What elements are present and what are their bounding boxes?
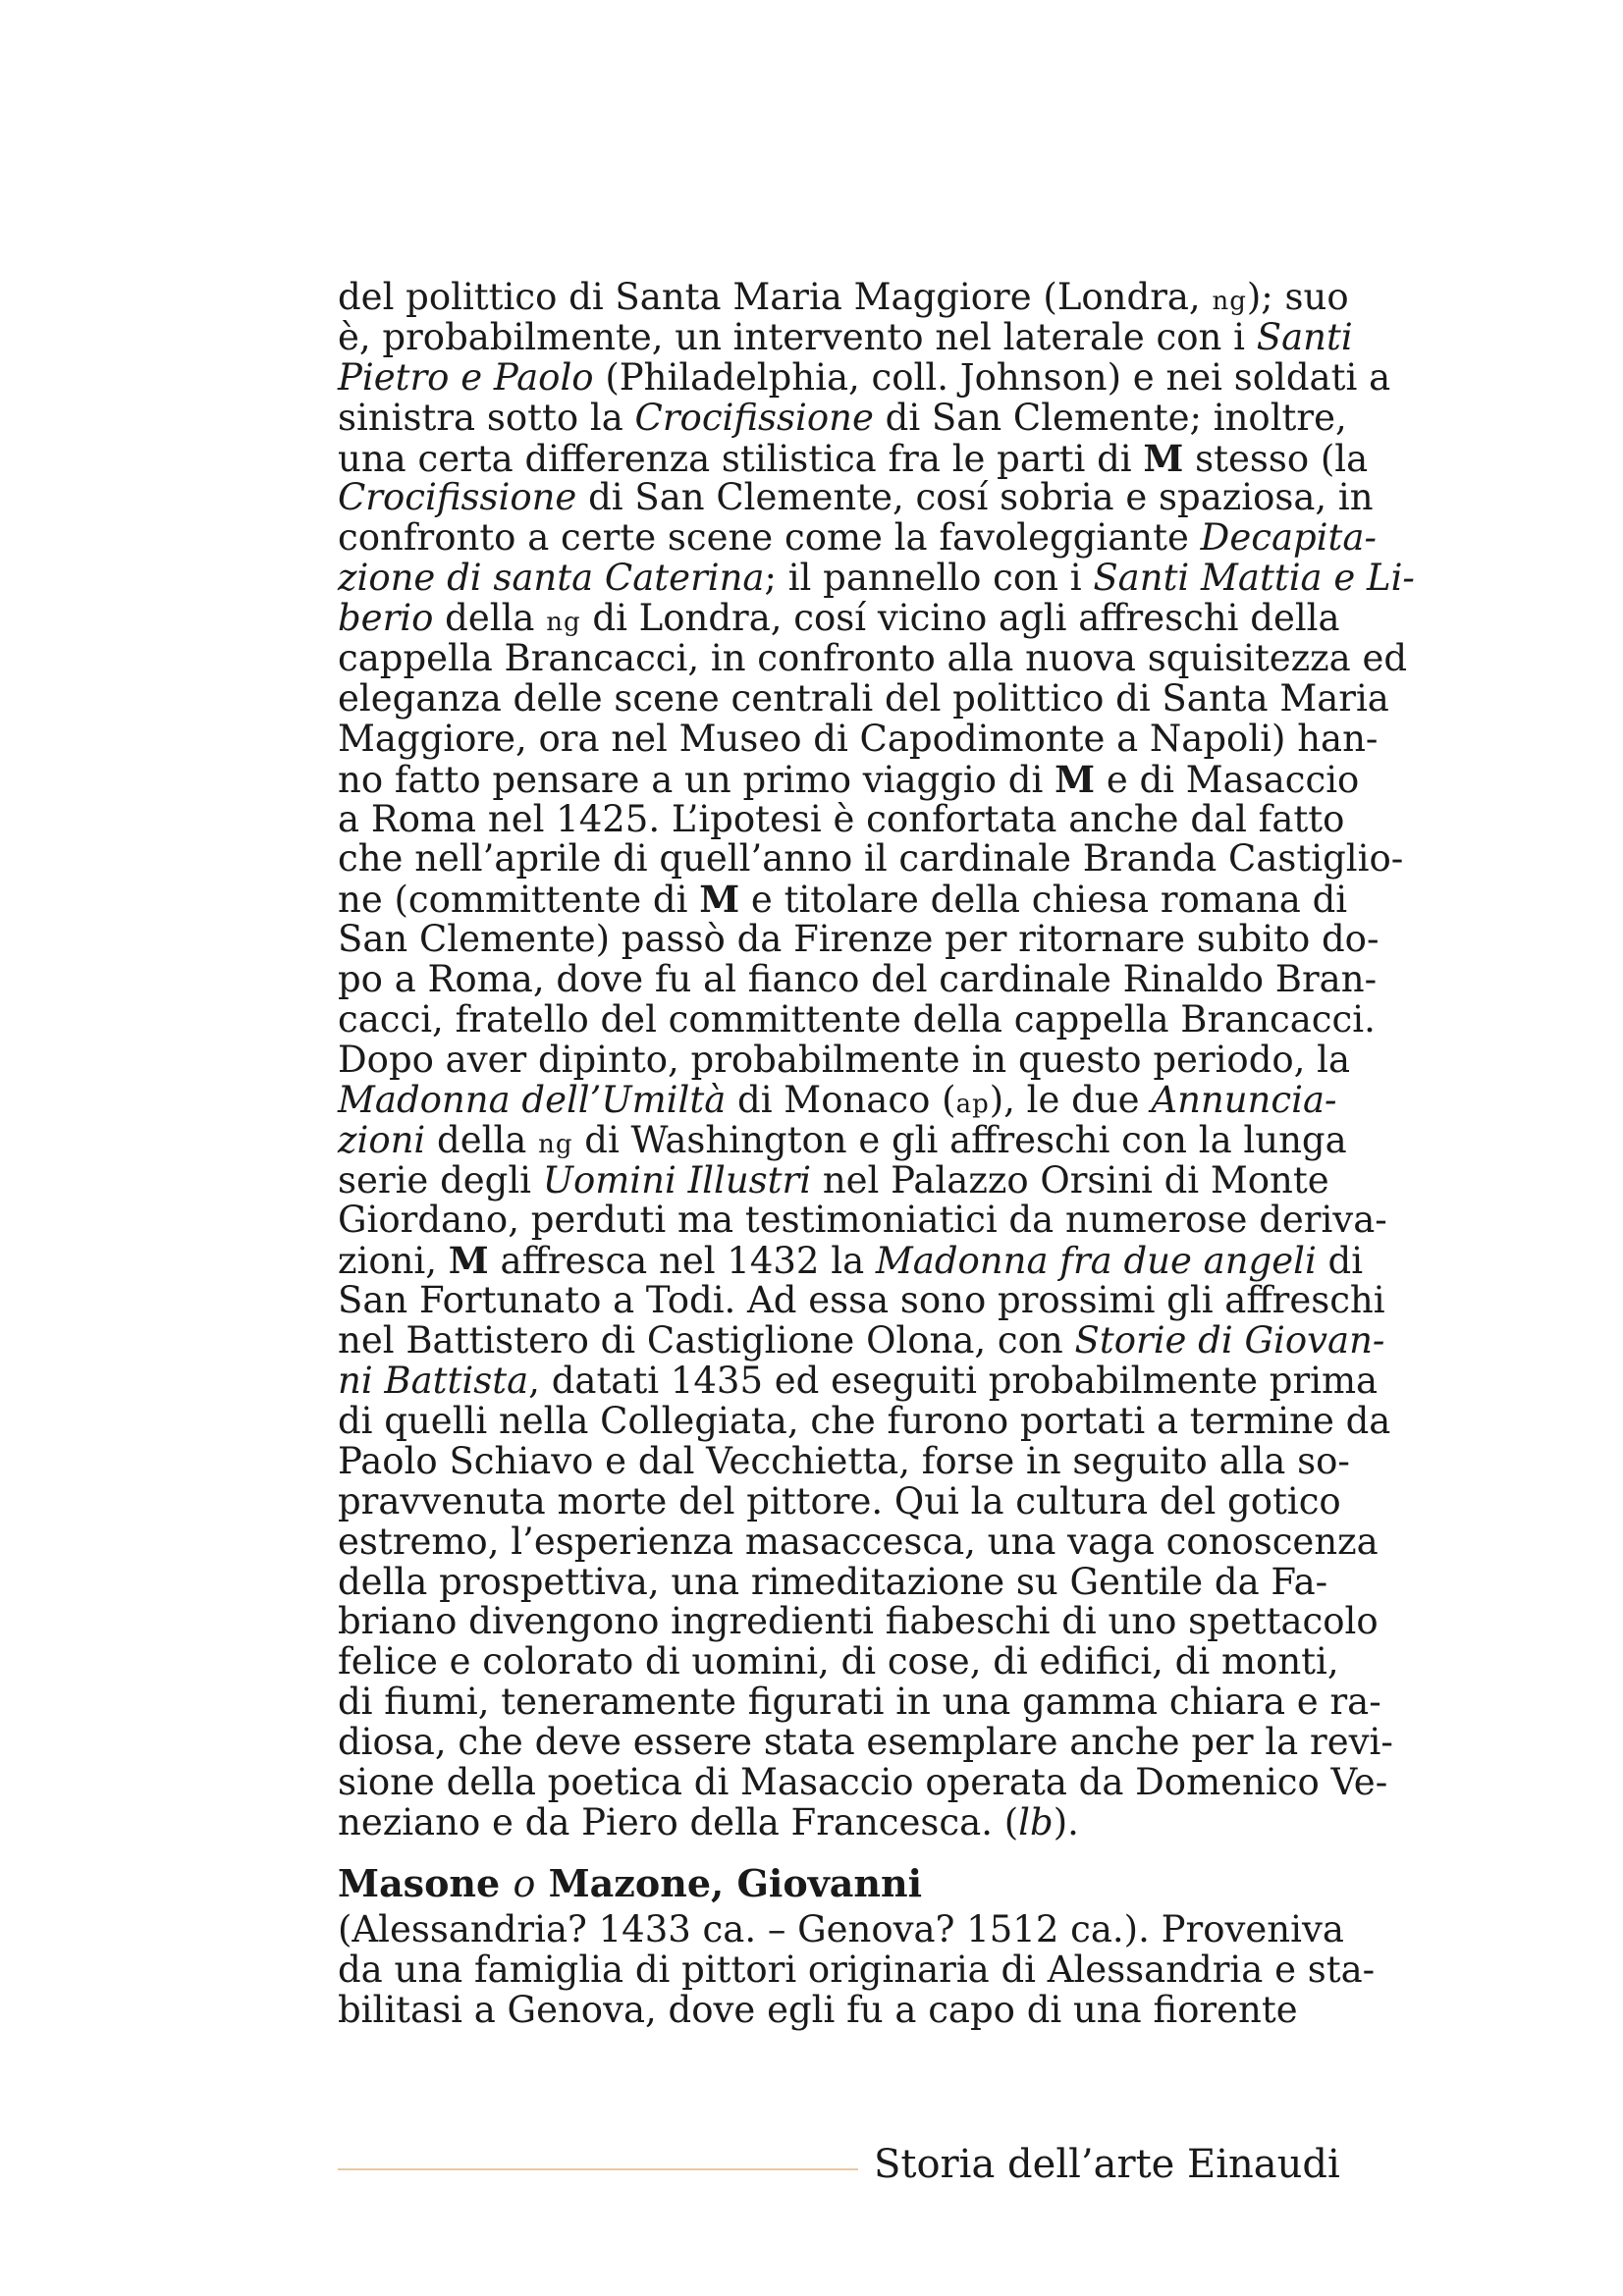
text-run: e di Masaccio — [1095, 758, 1360, 801]
bold-text: M — [1055, 757, 1096, 801]
body-line — [338, 1479, 1341, 1522]
text-run: (Philadelphia, coll. Johnson) e nei soldati a — [593, 355, 1391, 399]
italic-text: Crocifissione — [338, 476, 577, 519]
text-run: di Monaco ( — [726, 1078, 956, 1121]
text-run: nel Palazzo Orsini di Monte — [811, 1158, 1329, 1201]
text-run: Dopo aver dipinto, probabilmente in questo periodo, la — [338, 1038, 1351, 1081]
body-line — [338, 396, 1347, 439]
body-line — [338, 1038, 1351, 1081]
entry-heading-name: Masone — [338, 1861, 501, 1905]
text-run: cappella Brancacci, in confronto alla nuova squisitezza ed — [338, 637, 1408, 680]
text-run: a Roma nel 1425. L’ipotesi è confortata anche dal fatto — [338, 797, 1345, 840]
text-run: estremo, l’esperienza masaccesca, una vaga conoscenza — [338, 1520, 1379, 1563]
text-run: ); suo — [1246, 276, 1349, 318]
body-line — [338, 1158, 1329, 1201]
body-line — [338, 355, 1391, 399]
italic-text: berio — [338, 597, 434, 640]
body-line — [338, 476, 1374, 519]
text-run: di Londra, cosí vicino agli affreschi della — [580, 597, 1340, 640]
body-line — [338, 597, 1340, 640]
text-run: Paolo Schiavo e dal Vecchietta, forse in seguito alla so- — [338, 1439, 1350, 1482]
text-run: briano divengono ingredienti fiabeschi di uno spettacolo — [338, 1600, 1379, 1643]
text-run: cacci, fratello del committente della cappella Brancacci. — [338, 998, 1376, 1041]
body-line — [338, 1681, 1381, 1724]
text-run: , datati 1435 ed eseguiti probabilmente prima — [528, 1360, 1379, 1403]
body-line — [338, 797, 1345, 840]
text-run: felice e colorato di uomini, di cose, di edifici, di monti, — [338, 1640, 1339, 1683]
text-run: diosa, che deve essere stata esemplare anche per la revi- — [338, 1721, 1393, 1764]
italic-text: zione di santa Caterina — [338, 557, 765, 600]
bold-text: M — [1143, 436, 1184, 480]
text-run: di — [1316, 1240, 1364, 1283]
text-run: sinistra sotto la — [338, 396, 635, 439]
bold-text: M — [699, 878, 740, 922]
body-line — [338, 436, 1369, 480]
entry-line: bilitasi a Genova, dove egli fu a capo di una fiorente — [338, 1988, 1298, 2031]
body-line — [338, 1640, 1339, 1683]
italic-text: zioni — [338, 1118, 426, 1161]
bold-text: M — [448, 1239, 489, 1283]
body-line — [338, 516, 1377, 560]
italic-text: Crocifissione — [634, 396, 874, 439]
italic-text: Decapita- — [1200, 516, 1377, 560]
text-run: della — [425, 1118, 539, 1161]
text-run: della — [433, 597, 547, 640]
text-run: di San Clemente, cosí sobria e spaziosa, in — [576, 476, 1374, 519]
body-line — [338, 878, 1348, 922]
text-run: di Washington e gli affreschi con la lunga — [572, 1118, 1347, 1161]
body-line — [338, 958, 1378, 1001]
text-run: San Clemente) passò da Firenze per ritornare subito do- — [338, 918, 1380, 961]
body-line — [338, 998, 1376, 1041]
text-run: di fiumi, teneramente figurati in una gamma chiara e ra- — [338, 1681, 1381, 1724]
small-caps-text: ap — [955, 1089, 990, 1119]
italic-text: Madonna fra due angeli — [875, 1240, 1317, 1283]
small-caps-text: ng — [538, 1129, 573, 1159]
text-run: confronto a certe scene come la favoleggiante — [338, 516, 1201, 560]
text-run: zioni, — [338, 1240, 449, 1283]
text-run: ; il pannello con i — [764, 557, 1094, 600]
body-line — [338, 1360, 1379, 1403]
body-line — [338, 717, 1379, 760]
body-line — [338, 837, 1404, 881]
italic-text: Uomini Illustri — [542, 1158, 812, 1201]
body-line — [338, 918, 1380, 961]
text-run: è, probabilmente, un intervento nel laterale con i — [338, 315, 1257, 358]
text-run: no fatto pensare a un primo viaggio di — [338, 758, 1055, 801]
text-run: San Fortunato a Todi. Ad essa sono prossimi gli affreschi — [338, 1279, 1385, 1322]
entry-heading-conjunction: o — [513, 1862, 536, 1905]
body-line — [338, 557, 1415, 600]
entry-line: da una famiglia di pittori originaria di Alessandria e sta- — [338, 1948, 1376, 1991]
text-run: serie degli — [338, 1158, 543, 1201]
small-caps-text: ng — [546, 608, 581, 638]
text-run: pravvenuta morte del pittore. Qui la cultura del gotico — [338, 1479, 1341, 1522]
body-line — [338, 676, 1389, 720]
italic-text: Santi — [1256, 315, 1353, 358]
text-run: ), le due — [989, 1078, 1152, 1121]
text-run: una certa differenza stilistica fra le parti di — [338, 437, 1144, 480]
text-run: sione della poetica di Masaccio operata da Domenico Ve- — [338, 1760, 1388, 1803]
body-line — [338, 1239, 1364, 1283]
text-run: nel Battistero di Castiglione Olona, con — [338, 1319, 1075, 1362]
body-line — [338, 1721, 1393, 1764]
body-line — [338, 1800, 1295, 1843]
body-line — [338, 1279, 1385, 1322]
text-run: e titolare della chiesa romana di — [739, 879, 1348, 922]
italic-text: lb — [1018, 1800, 1054, 1843]
body-line — [338, 757, 1360, 801]
text-run: stesso (la — [1183, 437, 1369, 480]
text-run: Giordano, perduti ma testimoniatici da numerose deriva- — [338, 1199, 1387, 1242]
text-run: di San Clemente; inoltre, — [873, 396, 1347, 439]
italic-text: Madonna dell’Umiltà — [338, 1078, 727, 1121]
text-run: del polittico di Santa Maria Maggiore (Londra, — [338, 276, 1213, 318]
italic-text: Pietro e Paolo — [338, 355, 594, 399]
small-caps-text: ng — [1212, 287, 1247, 316]
italic-text: Annuncia- — [1151, 1078, 1337, 1121]
text-run: della prospettiva, una rimeditazione su Gentile da Fa- — [338, 1560, 1328, 1603]
entry-text — [338, 1908, 1376, 2031]
body-line — [338, 1319, 1385, 1362]
italic-text: Storie di Giovan- — [1074, 1319, 1385, 1362]
text-run: Maggiore, ora nel Museo di Capodimonte a Napoli) han- — [338, 717, 1379, 760]
body-line — [338, 1199, 1387, 1242]
body-line — [338, 1399, 1391, 1442]
italic-text: Santi Mattia e Li- — [1093, 557, 1415, 600]
body-text — [338, 276, 1415, 1843]
body-line — [338, 1078, 1337, 1121]
text-run: neziano e da Piero della Francesca. ( — [338, 1800, 1019, 1843]
body-line — [338, 1760, 1388, 1803]
entry-line: (Alessandria? 1433 ca. – Genova? 1512 ca.). Proveniva — [338, 1908, 1344, 1950]
body-line — [338, 315, 1353, 358]
body-line — [338, 1439, 1350, 1482]
text-run: po a Roma, dove fu al fianco del cardinale Rinaldo Bran- — [338, 958, 1378, 1001]
body-line — [338, 637, 1408, 680]
body-line — [338, 1118, 1347, 1161]
body-line — [338, 1600, 1379, 1643]
italic-text: ni Battista — [338, 1360, 529, 1403]
text-run: ne (committente di — [338, 879, 700, 922]
entry-heading-alt-name: Mazone, Giovanni — [548, 1861, 923, 1905]
entry-heading — [338, 1861, 922, 1905]
text-run: affresca nel 1432 la — [488, 1240, 876, 1283]
body-line — [338, 1520, 1379, 1563]
body-line — [338, 1560, 1328, 1603]
text-run: eleganza delle scene centrali del polittico di Santa Maria — [338, 676, 1389, 720]
body-line — [338, 276, 1349, 318]
text-run: che nell’aprile di quell’anno il cardinale Branda Castiglio- — [338, 837, 1404, 881]
footer-rule — [338, 2168, 858, 2170]
text-run: ). — [1053, 1800, 1079, 1843]
footer-title: Storia dell’arte Einaudi — [874, 2142, 1340, 2187]
text-run: di quelli nella Collegiata, che furono portati a termine da — [338, 1399, 1391, 1442]
